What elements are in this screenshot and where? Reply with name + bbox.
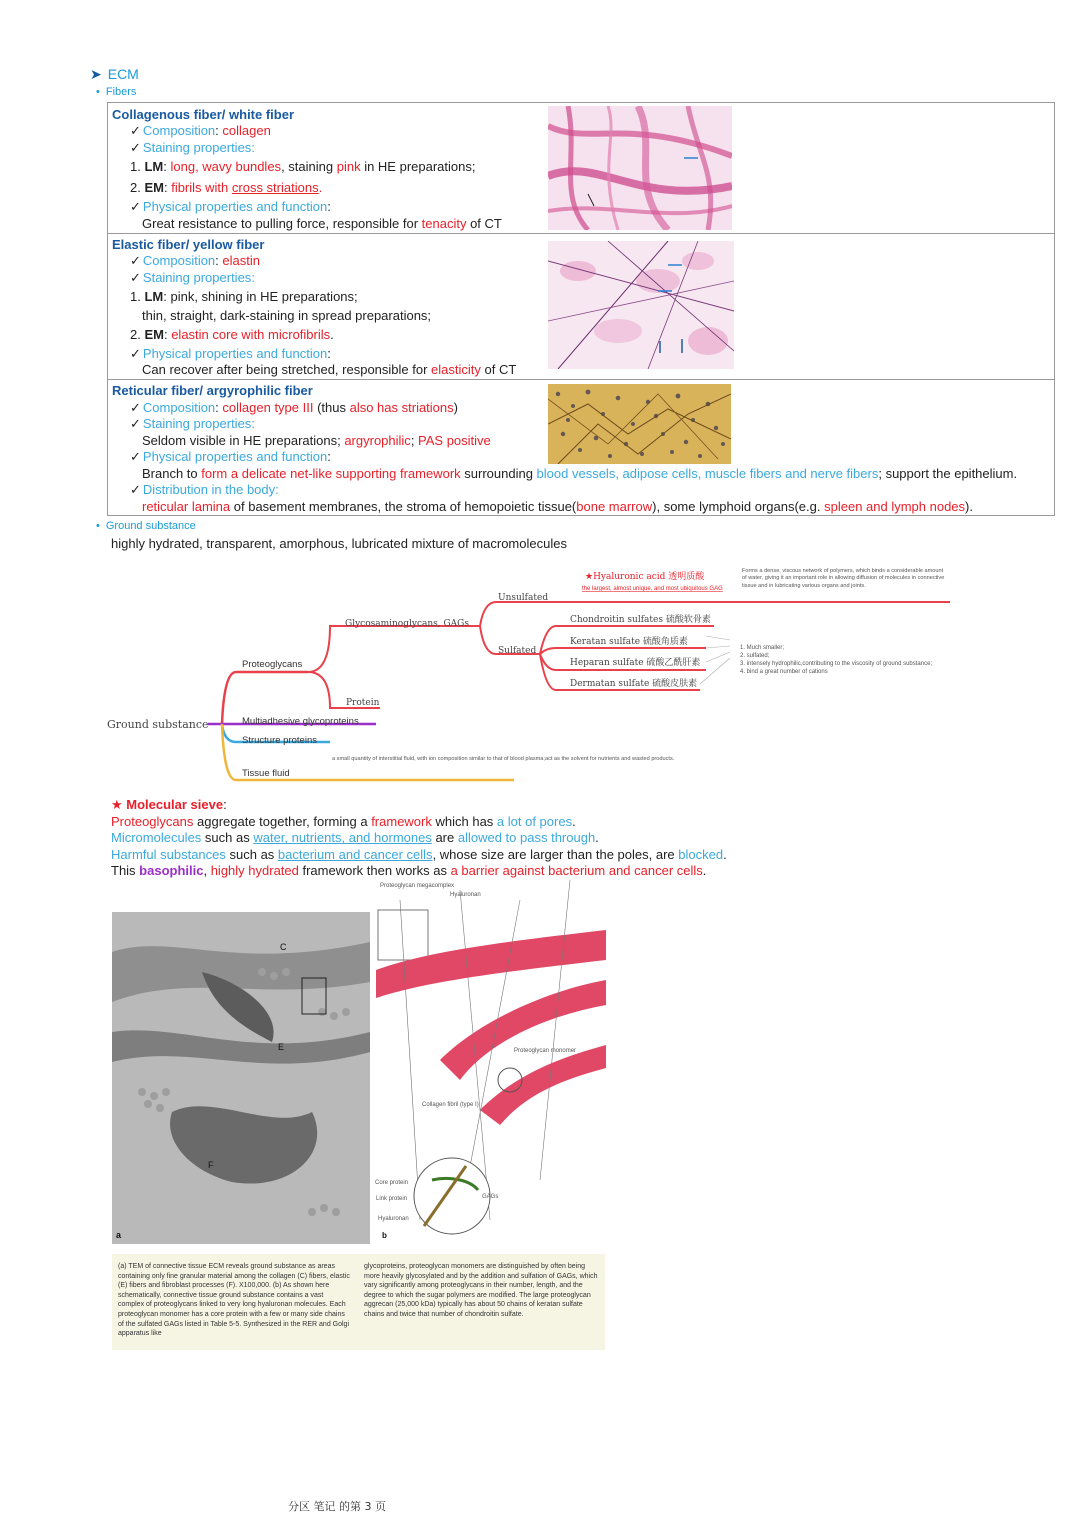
check-icon: ✓ xyxy=(130,253,141,268)
ground-substance-mindmap xyxy=(100,566,985,786)
sieve-line-3: Harmful substances such as bacterium and cancer cells, whose size are larger than the poles, are blocked. xyxy=(111,846,727,862)
proteoglycan-schematic xyxy=(370,880,606,1244)
schematic-label-core: Core protein xyxy=(375,1180,409,1186)
tem-micrograph xyxy=(112,912,370,1244)
dot-bullet-icon: • xyxy=(96,86,100,98)
elastic-em: 2. EM: elastin core with microfibrils. xyxy=(130,327,334,342)
mindmap-proteoglycans: Proteoglycans xyxy=(242,659,303,670)
mindmap-sulfated: Sulfated xyxy=(498,646,537,656)
caption-right: glycoproteins, proteoglycan monomers are distinguished by often being more heavily glycosylated and by the addition and sulfation of GAGs, which vary significantly among proteoglycans in their number, length, and the degree to which the sugar polymers are modified. The large proteoglycan aggrecan (25,000 kDa) typically has about 50 chains of keratan sulfate chains and twice that number of chondroitin sulfate. xyxy=(364,1263,598,1318)
caption-left: (a) TEM of connective tissue ECM reveals ground substance as areas containing only fine granular material among the collagen (C) fibers, elastic (E) fibers and fibroblast processes (F). X100,000. (b) As shown here schematically, connective tissue ground substance contains a vast complex of proteoglycans linked to very long hyaluronan molecules. Each proteoglycan monomer has a core protein with a few or many side chains of the sulfated GAGs listed in Table 5-5. Synthesized in the RER and Golgi apparatus like xyxy=(118,1263,350,1338)
mindmap-sulfate-note: 1. Much smaller; xyxy=(740,645,785,651)
mindmap-protein: Protein xyxy=(346,698,380,708)
collagen-function: Great resistance to pulling force, responsible for tenacity of CT xyxy=(142,216,502,231)
mindmap-gags: Glycosaminoglycans, GAGs xyxy=(345,619,469,629)
check-icon: ✓ xyxy=(130,346,141,361)
check-icon: ✓ xyxy=(130,123,141,138)
arrow-bullet-icon: ➤ xyxy=(90,66,102,82)
mindmap-multiadhesive: Multiadhesive glycoproteins xyxy=(242,716,359,727)
check-icon: ✓ xyxy=(130,416,141,431)
schematic-label-monomer: Proteoglycan monomer xyxy=(514,1048,577,1054)
table-divider xyxy=(108,379,1054,380)
schematic-label-hyaluronan-2: Hyaluronan xyxy=(378,1216,409,1222)
ecm-heading: ➤ ECM xyxy=(90,66,139,82)
mindmap-hyaluronic: ★Hyaluronic acid 透明质酸 xyxy=(585,572,705,582)
figure-caption xyxy=(112,1254,605,1350)
schematic-label-fibril: Collagen fibril (type I) xyxy=(422,1102,479,1108)
molecular-sieve-section xyxy=(111,797,727,880)
mindmap-structure: Structure proteins xyxy=(242,735,317,746)
elastic-title: Elastic fiber/ yellow fiber xyxy=(112,237,265,252)
fibers-bullet: • Fibers xyxy=(96,86,137,98)
elastic-lm-spread: thin, straight, dark-staining in spread preparations; xyxy=(142,308,432,323)
tem-label-a: a xyxy=(116,1230,122,1240)
collagen-micrograph xyxy=(548,106,732,230)
schematic-label-hyaluronan: Hyaluronan xyxy=(450,892,481,898)
reticular-dist-desc: reticular lamina of basement membranes, the stroma of hemopoietic tissue(bone marrow), some lymphoid organs(e.g. spleen and lymph nodes). xyxy=(142,499,973,514)
elastic-staining: ✓ Staining properties: xyxy=(130,270,255,285)
reticular-micrograph xyxy=(548,384,731,464)
check-icon: ✓ xyxy=(130,270,141,285)
mindmap-hyaluronic-desc-box xyxy=(742,568,947,604)
mindmap-sulfate-item: Keratan sulfate 硫酸角质素 xyxy=(570,637,688,647)
elastic-micrograph xyxy=(548,241,734,369)
sieve-title: ★ Molecular sieve: xyxy=(111,797,227,812)
check-icon: ✓ xyxy=(130,199,141,214)
collagen-lm: 1. LM: long, wavy bundles, staining pink in HE preparations; xyxy=(130,159,476,174)
schematic-label-b: b xyxy=(382,1231,387,1240)
reticular-stain-desc: Seldom visible in HE preparations; argyrophilic; PAS positive xyxy=(142,433,491,448)
mindmap-root: Ground substance xyxy=(107,718,209,731)
reticular-staining: ✓ Staining properties: xyxy=(130,416,255,431)
elastic-composition: ✓ Composition: elastin xyxy=(130,253,260,268)
reticular-title: Reticular fiber/ argyrophilic fiber xyxy=(112,383,313,398)
mindmap-sulfate-note: 4. bind a great number of cations xyxy=(740,669,828,675)
elastic-function: Can recover after being stretched, responsible for elasticity of CT xyxy=(142,362,517,377)
collagen-title: Collagenous fiber/ white fiber xyxy=(112,107,295,122)
sieve-line-1: Proteoglycans aggregate together, forming a framework which has a lot of pores. xyxy=(111,813,576,829)
check-icon: ✓ xyxy=(130,482,141,497)
reticular-function: Branch to form a delicate net-like supporting framework surrounding blood vessels, adipose cells, muscle fibers and nerve fibers; support the epithelium. xyxy=(142,466,1018,481)
mindmap-sulfate-item: Dermatan sulfate 硫酸皮肤素 xyxy=(570,679,698,689)
mindmap-unsulfated: Unsulfated xyxy=(498,593,549,603)
dot-bullet-icon: • xyxy=(96,520,100,532)
table-divider xyxy=(108,233,1054,234)
sieve-line-2: Micromolecules such as water, nutrients, and hormones are allowed to pass through. xyxy=(111,830,599,846)
mindmap-hyaluronic-note: the largest, almost unique, and most ubiquitous GAG xyxy=(582,586,723,592)
check-icon: ✓ xyxy=(130,449,141,464)
collagen-em: 2. EM: fibrils with cross striations. xyxy=(130,180,323,195)
page-footer: 分区 笔记 的第 3 页 xyxy=(288,1500,386,1513)
mindmap-tissue-fluid-desc: a small quantity of interstitial fluid, with ion composition similar to that of blood plasma;act as the solvent for nutrients and wasted products. xyxy=(332,756,675,762)
reticular-composition: ✓ Composition: collagen type III (thus also has striations) xyxy=(130,400,458,415)
sieve-line-4: This basophilic, highly hydrated framework then works as a barrier against bacterium and cancer cells. xyxy=(111,863,707,879)
collagen-staining: ✓ Staining properties: xyxy=(130,140,255,155)
reticular-physical: ✓ Physical properties and function: xyxy=(130,449,331,464)
schematic-label-megacomplex: Proteoglycan megacomplex xyxy=(380,883,455,889)
mindmap-sulfate-item: Chondroitin sulfates 硫酸软骨素 xyxy=(570,615,711,625)
check-icon: ✓ xyxy=(130,140,141,155)
schematic-label-link: Link protein xyxy=(376,1196,408,1202)
elastic-physical: ✓ Physical properties and function: xyxy=(130,346,331,361)
tem-label-c: C xyxy=(280,942,287,952)
collagen-composition: ✓ Composition: collagen xyxy=(130,123,271,138)
mindmap-tissue-fluid: Tissue fluid xyxy=(242,768,290,779)
elastic-lm: 1. LM: pink, shining in HE preparations; xyxy=(130,289,358,304)
collagen-physical: ✓ Physical properties and function: xyxy=(130,199,331,214)
ground-description: highly hydrated, transparent, amorphous, lubricated mixture of macromolecules xyxy=(111,536,567,551)
ground-bullet: • Ground substance xyxy=(96,520,196,532)
reticular-distribution: ✓ Distribution in the body: xyxy=(130,482,279,497)
tem-label-f: F xyxy=(208,1160,214,1170)
fibers-table xyxy=(107,102,1055,516)
mindmap-hyaluronic-desc: Forms a dense, viscous network of polymers, which binds a considerable amount of water, giving it an important role in allowing diffusion of molecules in connective tissue and in lubricating various organs and joints. xyxy=(742,568,945,589)
mindmap-sulfate-item: Heparan sulfate 硫酸乙酰肝素 xyxy=(570,658,701,668)
check-icon: ✓ xyxy=(130,400,141,415)
tem-label-e: E xyxy=(278,1042,285,1052)
mindmap-sulfate-note: 3. intensely hydrophilic,contributing to the viscosity of ground substance; xyxy=(740,661,933,667)
schematic-label-gags: GAGs xyxy=(482,1194,499,1200)
mindmap-sulfate-note: 2. sulfated; xyxy=(740,653,770,659)
